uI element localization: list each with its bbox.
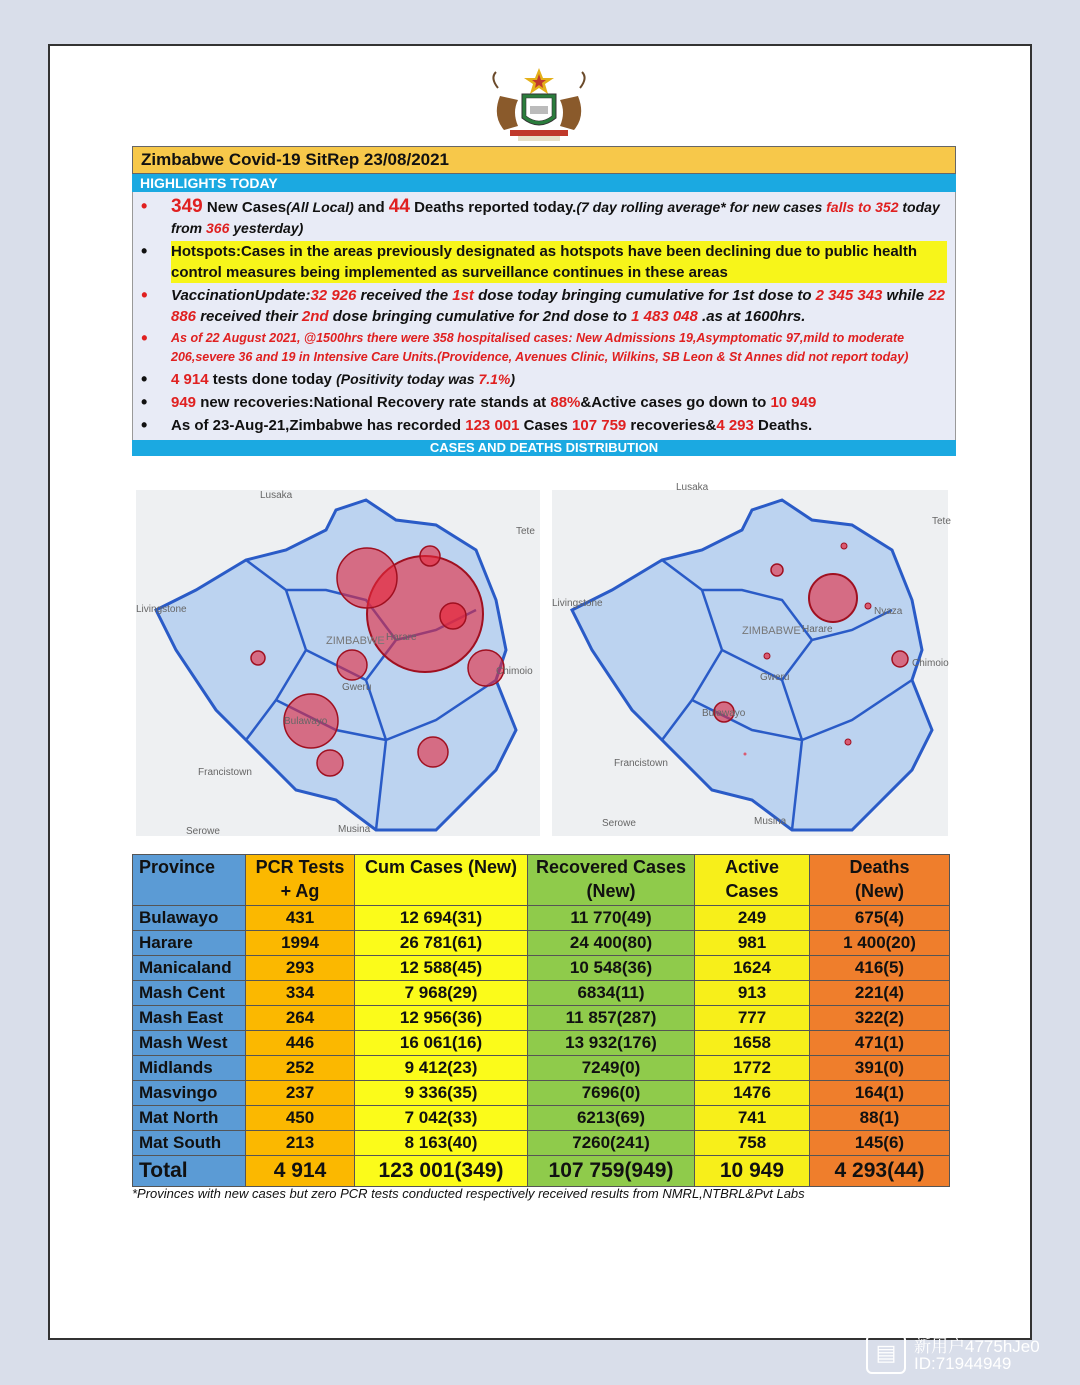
cell-deaths: 322(2) bbox=[810, 1006, 950, 1031]
bullet-tests: • 4 914 tests done today (Positivity today was 7.1%) bbox=[171, 369, 947, 390]
cell-recovered: 6213(69) bbox=[528, 1106, 695, 1131]
deaths-bubble-harare bbox=[809, 574, 857, 622]
deaths-bubble-mash-east bbox=[865, 603, 871, 609]
cell-pcr: 450 bbox=[246, 1106, 355, 1131]
distribution-heading: CASES AND DEATHS DISTRIBUTION bbox=[132, 440, 956, 456]
svg-text:Serowe: Serowe bbox=[186, 826, 220, 837]
cell-province: Harare bbox=[133, 931, 246, 956]
deaths-map bbox=[552, 482, 951, 836]
cases-bubble-mat-north bbox=[251, 651, 265, 665]
cell-pcr: 1994 bbox=[246, 931, 355, 956]
cell-cum-cases: 7 042(33) bbox=[355, 1106, 528, 1131]
cell-pcr: 213 bbox=[246, 1131, 355, 1156]
cell-active: 1476 bbox=[695, 1081, 810, 1106]
cell-deaths: 1 400(20) bbox=[810, 931, 950, 956]
cell-province: Mash West bbox=[133, 1031, 246, 1056]
total-cell-active: 10 949 bbox=[695, 1156, 810, 1187]
cases-bubble-midlands bbox=[337, 650, 367, 680]
cell-cum-cases: 12 694(31) bbox=[355, 906, 528, 931]
table-row bbox=[133, 1106, 950, 1131]
col-cum-cases: Cum Cases (New) bbox=[355, 855, 528, 906]
cases-bubble-mat-south bbox=[317, 750, 343, 776]
bullet-vaccination: • VaccinationUpdate:32 926 received the 1st dose today bringing cumulative for 1st dose to 2 345 343 while 22 886 received their 2nd dose bringing cumulative for 2nd dose to 1 483 048 .as at 1600hrs. bbox=[171, 285, 947, 327]
cell-pcr: 446 bbox=[246, 1031, 355, 1056]
report-title: Zimbabwe Covid-19 SitRep 23/08/2021 bbox=[132, 146, 956, 174]
svg-text:Livingstone: Livingstone bbox=[136, 604, 187, 615]
table-row bbox=[133, 906, 950, 931]
cell-province: Mat South bbox=[133, 1131, 246, 1156]
cases-bubble-mash-east bbox=[440, 603, 466, 629]
cases-bubble-masvingo bbox=[418, 737, 448, 767]
table-row bbox=[133, 1056, 950, 1081]
svg-text:Bulawayo: Bulawayo bbox=[284, 716, 328, 727]
table-row bbox=[133, 981, 950, 1006]
svg-text:Livingstone: Livingstone bbox=[552, 598, 603, 609]
cell-recovered: 11 857(287) bbox=[528, 1006, 695, 1031]
cell-province: Mash Cent bbox=[133, 981, 246, 1006]
table-row bbox=[133, 1081, 950, 1106]
svg-text:Nyaza: Nyaza bbox=[874, 606, 903, 617]
table-row bbox=[133, 931, 950, 956]
highlights-list bbox=[132, 192, 956, 440]
cell-recovered: 24 400(80) bbox=[528, 931, 695, 956]
cell-province: Masvingo bbox=[133, 1081, 246, 1106]
svg-text:ZIMBABWE: ZIMBABWE bbox=[742, 625, 801, 637]
cell-active: 913 bbox=[695, 981, 810, 1006]
map-label-lusaka: Lusaka bbox=[260, 490, 293, 501]
cell-active: 777 bbox=[695, 1006, 810, 1031]
sitrep-report bbox=[132, 146, 956, 456]
table-row bbox=[133, 1006, 950, 1031]
total-cell-cum-cases: 123 001(349) bbox=[355, 1156, 528, 1187]
cell-deaths: 145(6) bbox=[810, 1131, 950, 1156]
footnote: *Provinces with new cases but zero PCR tests conducted respectively received results from NMRL,NTBRL&Pvt Labs bbox=[132, 1186, 805, 1201]
cases-bubble-mash-west bbox=[337, 548, 397, 608]
col-deaths: Deaths (New) bbox=[810, 855, 950, 906]
col-active: Active Cases bbox=[695, 855, 810, 906]
deaths-bubble-masvingo bbox=[845, 739, 851, 745]
cell-deaths: 416(5) bbox=[810, 956, 950, 981]
cell-active: 1624 bbox=[695, 956, 810, 981]
svg-text:Francistown: Francistown bbox=[198, 767, 252, 778]
table-row bbox=[133, 956, 950, 981]
bullet-hotspots: • Hotspots:Cases in the areas previously designated as hotspots have been declining due to public health control measures being implemented as surveillance continues in these areas bbox=[171, 241, 947, 283]
table-row bbox=[133, 1131, 950, 1156]
deaths-bubble-mat-south bbox=[744, 753, 747, 756]
cell-pcr: 334 bbox=[246, 981, 355, 1006]
col-pcr-tests: PCR Tests + Ag bbox=[246, 855, 355, 906]
cell-recovered: 11 770(49) bbox=[528, 906, 695, 931]
deaths-bubble-mash-cent bbox=[841, 543, 847, 549]
cell-pcr: 264 bbox=[246, 1006, 355, 1031]
deaths-bubble-midlands bbox=[764, 653, 770, 659]
cell-province: Mash East bbox=[133, 1006, 246, 1031]
svg-text:Chimoio: Chimoio bbox=[912, 658, 949, 669]
cell-pcr: 252 bbox=[246, 1056, 355, 1081]
cell-deaths: 88(1) bbox=[810, 1106, 950, 1131]
cell-active: 1658 bbox=[695, 1031, 810, 1056]
cell-cum-cases: 9 336(35) bbox=[355, 1081, 528, 1106]
svg-text:Lusaka: Lusaka bbox=[676, 482, 709, 493]
cell-recovered: 7249(0) bbox=[528, 1056, 695, 1081]
cell-recovered: 10 548(36) bbox=[528, 956, 695, 981]
cell-active: 758 bbox=[695, 1131, 810, 1156]
cell-province: Mat North bbox=[133, 1106, 246, 1131]
total-cell-province: Total bbox=[133, 1156, 246, 1187]
cell-cum-cases: 16 061(16) bbox=[355, 1031, 528, 1056]
svg-text:Gweru: Gweru bbox=[342, 682, 372, 693]
col-province: Province bbox=[133, 855, 246, 906]
province-table bbox=[132, 854, 950, 1187]
table-header-row bbox=[133, 855, 950, 906]
cell-recovered: 7260(241) bbox=[528, 1131, 695, 1156]
coat-of-arms-emblem bbox=[470, 66, 608, 144]
total-cell-deaths: 4 293(44) bbox=[810, 1156, 950, 1187]
bullet-cumulative: • As of 23-Aug-21,Zimbabwe has recorded 123 001 Cases 107 759 recoveries&4 293 Deaths. bbox=[171, 415, 947, 436]
cell-active: 741 bbox=[695, 1106, 810, 1131]
deaths-bubble-manicaland bbox=[892, 651, 908, 667]
svg-text:ZIMBABWE: ZIMBABWE bbox=[326, 635, 385, 647]
cell-active: 249 bbox=[695, 906, 810, 931]
deaths-bubble-mash-west bbox=[771, 564, 783, 576]
svg-text:Musina: Musina bbox=[338, 824, 371, 835]
cell-active: 981 bbox=[695, 931, 810, 956]
cases-map bbox=[136, 490, 540, 836]
table-total-row bbox=[133, 1156, 950, 1187]
cell-cum-cases: 9 412(23) bbox=[355, 1056, 528, 1081]
svg-text:Harare: Harare bbox=[802, 624, 833, 635]
svg-text:Serowe: Serowe bbox=[602, 818, 636, 829]
cell-province: Manicaland bbox=[133, 956, 246, 981]
svg-text:Bulawayo: Bulawayo bbox=[702, 708, 746, 719]
cell-deaths: 164(1) bbox=[810, 1081, 950, 1106]
svg-text:Gweru: Gweru bbox=[760, 672, 790, 683]
distribution-maps bbox=[136, 482, 951, 837]
watermark-logo-icon: ▤ bbox=[866, 1334, 906, 1374]
watermark-id: ID:71944949 bbox=[914, 1354, 1012, 1373]
svg-text:Francistown: Francistown bbox=[614, 758, 668, 769]
cell-deaths: 675(4) bbox=[810, 906, 950, 931]
cell-recovered: 7696(0) bbox=[528, 1081, 695, 1106]
cell-cum-cases: 12 588(45) bbox=[355, 956, 528, 981]
cell-pcr: 293 bbox=[246, 956, 355, 981]
total-cell-pcr: 4 914 bbox=[246, 1156, 355, 1187]
cell-recovered: 13 932(176) bbox=[528, 1031, 695, 1056]
cases-bubble-mash-cent bbox=[420, 546, 440, 566]
highlights-heading: HIGHLIGHTS TODAY bbox=[132, 174, 956, 192]
bullet-hospitalised: • As of 22 August 2021, @1500hrs there were 358 hospitalised cases: New Admissions 19,Asymptomatic 97,mild to moderate 206,severe 36 and 19 in Intensive Care Units.(Providence, Avenues Clinic, Wilkins, SB Leon & St Annes did not report today) bbox=[171, 329, 947, 367]
cell-pcr: 431 bbox=[246, 906, 355, 931]
svg-text:Tete: Tete bbox=[516, 526, 535, 537]
watermark-user: 新用户4775hJe0 bbox=[914, 1337, 1040, 1356]
cell-cum-cases: 26 781(61) bbox=[355, 931, 528, 956]
svg-text:Harare: Harare bbox=[386, 632, 417, 643]
col-recovered: Recovered Cases (New) bbox=[528, 855, 695, 906]
cell-cum-cases: 7 968(29) bbox=[355, 981, 528, 1006]
cell-deaths: 471(1) bbox=[810, 1031, 950, 1056]
bullet-new-cases: • 349 New Cases(All Local) and 44 Deaths reported today.(7 day rolling average* for new cases falls to 352 today from 366 yesterday) bbox=[171, 196, 947, 239]
cell-province: Bulawayo bbox=[133, 906, 246, 931]
cell-deaths: 391(0) bbox=[810, 1056, 950, 1081]
cell-cum-cases: 12 956(36) bbox=[355, 1006, 528, 1031]
cell-pcr: 237 bbox=[246, 1081, 355, 1106]
cell-province: Midlands bbox=[133, 1056, 246, 1081]
cell-active: 1772 bbox=[695, 1056, 810, 1081]
svg-text:Chimoio: Chimoio bbox=[496, 666, 533, 677]
cell-deaths: 221(4) bbox=[810, 981, 950, 1006]
total-cell-recovered: 107 759(949) bbox=[528, 1156, 695, 1187]
table-row bbox=[133, 1031, 950, 1056]
cell-recovered: 6834(11) bbox=[528, 981, 695, 1006]
cell-cum-cases: 8 163(40) bbox=[355, 1131, 528, 1156]
svg-text:Musina: Musina bbox=[754, 816, 787, 827]
watermark bbox=[864, 1330, 1074, 1378]
svg-text:Tete: Tete bbox=[932, 516, 951, 527]
bullet-recoveries: • 949 new recoveries:National Recovery rate stands at 88%&Active cases go down to 10 949 bbox=[171, 392, 947, 413]
